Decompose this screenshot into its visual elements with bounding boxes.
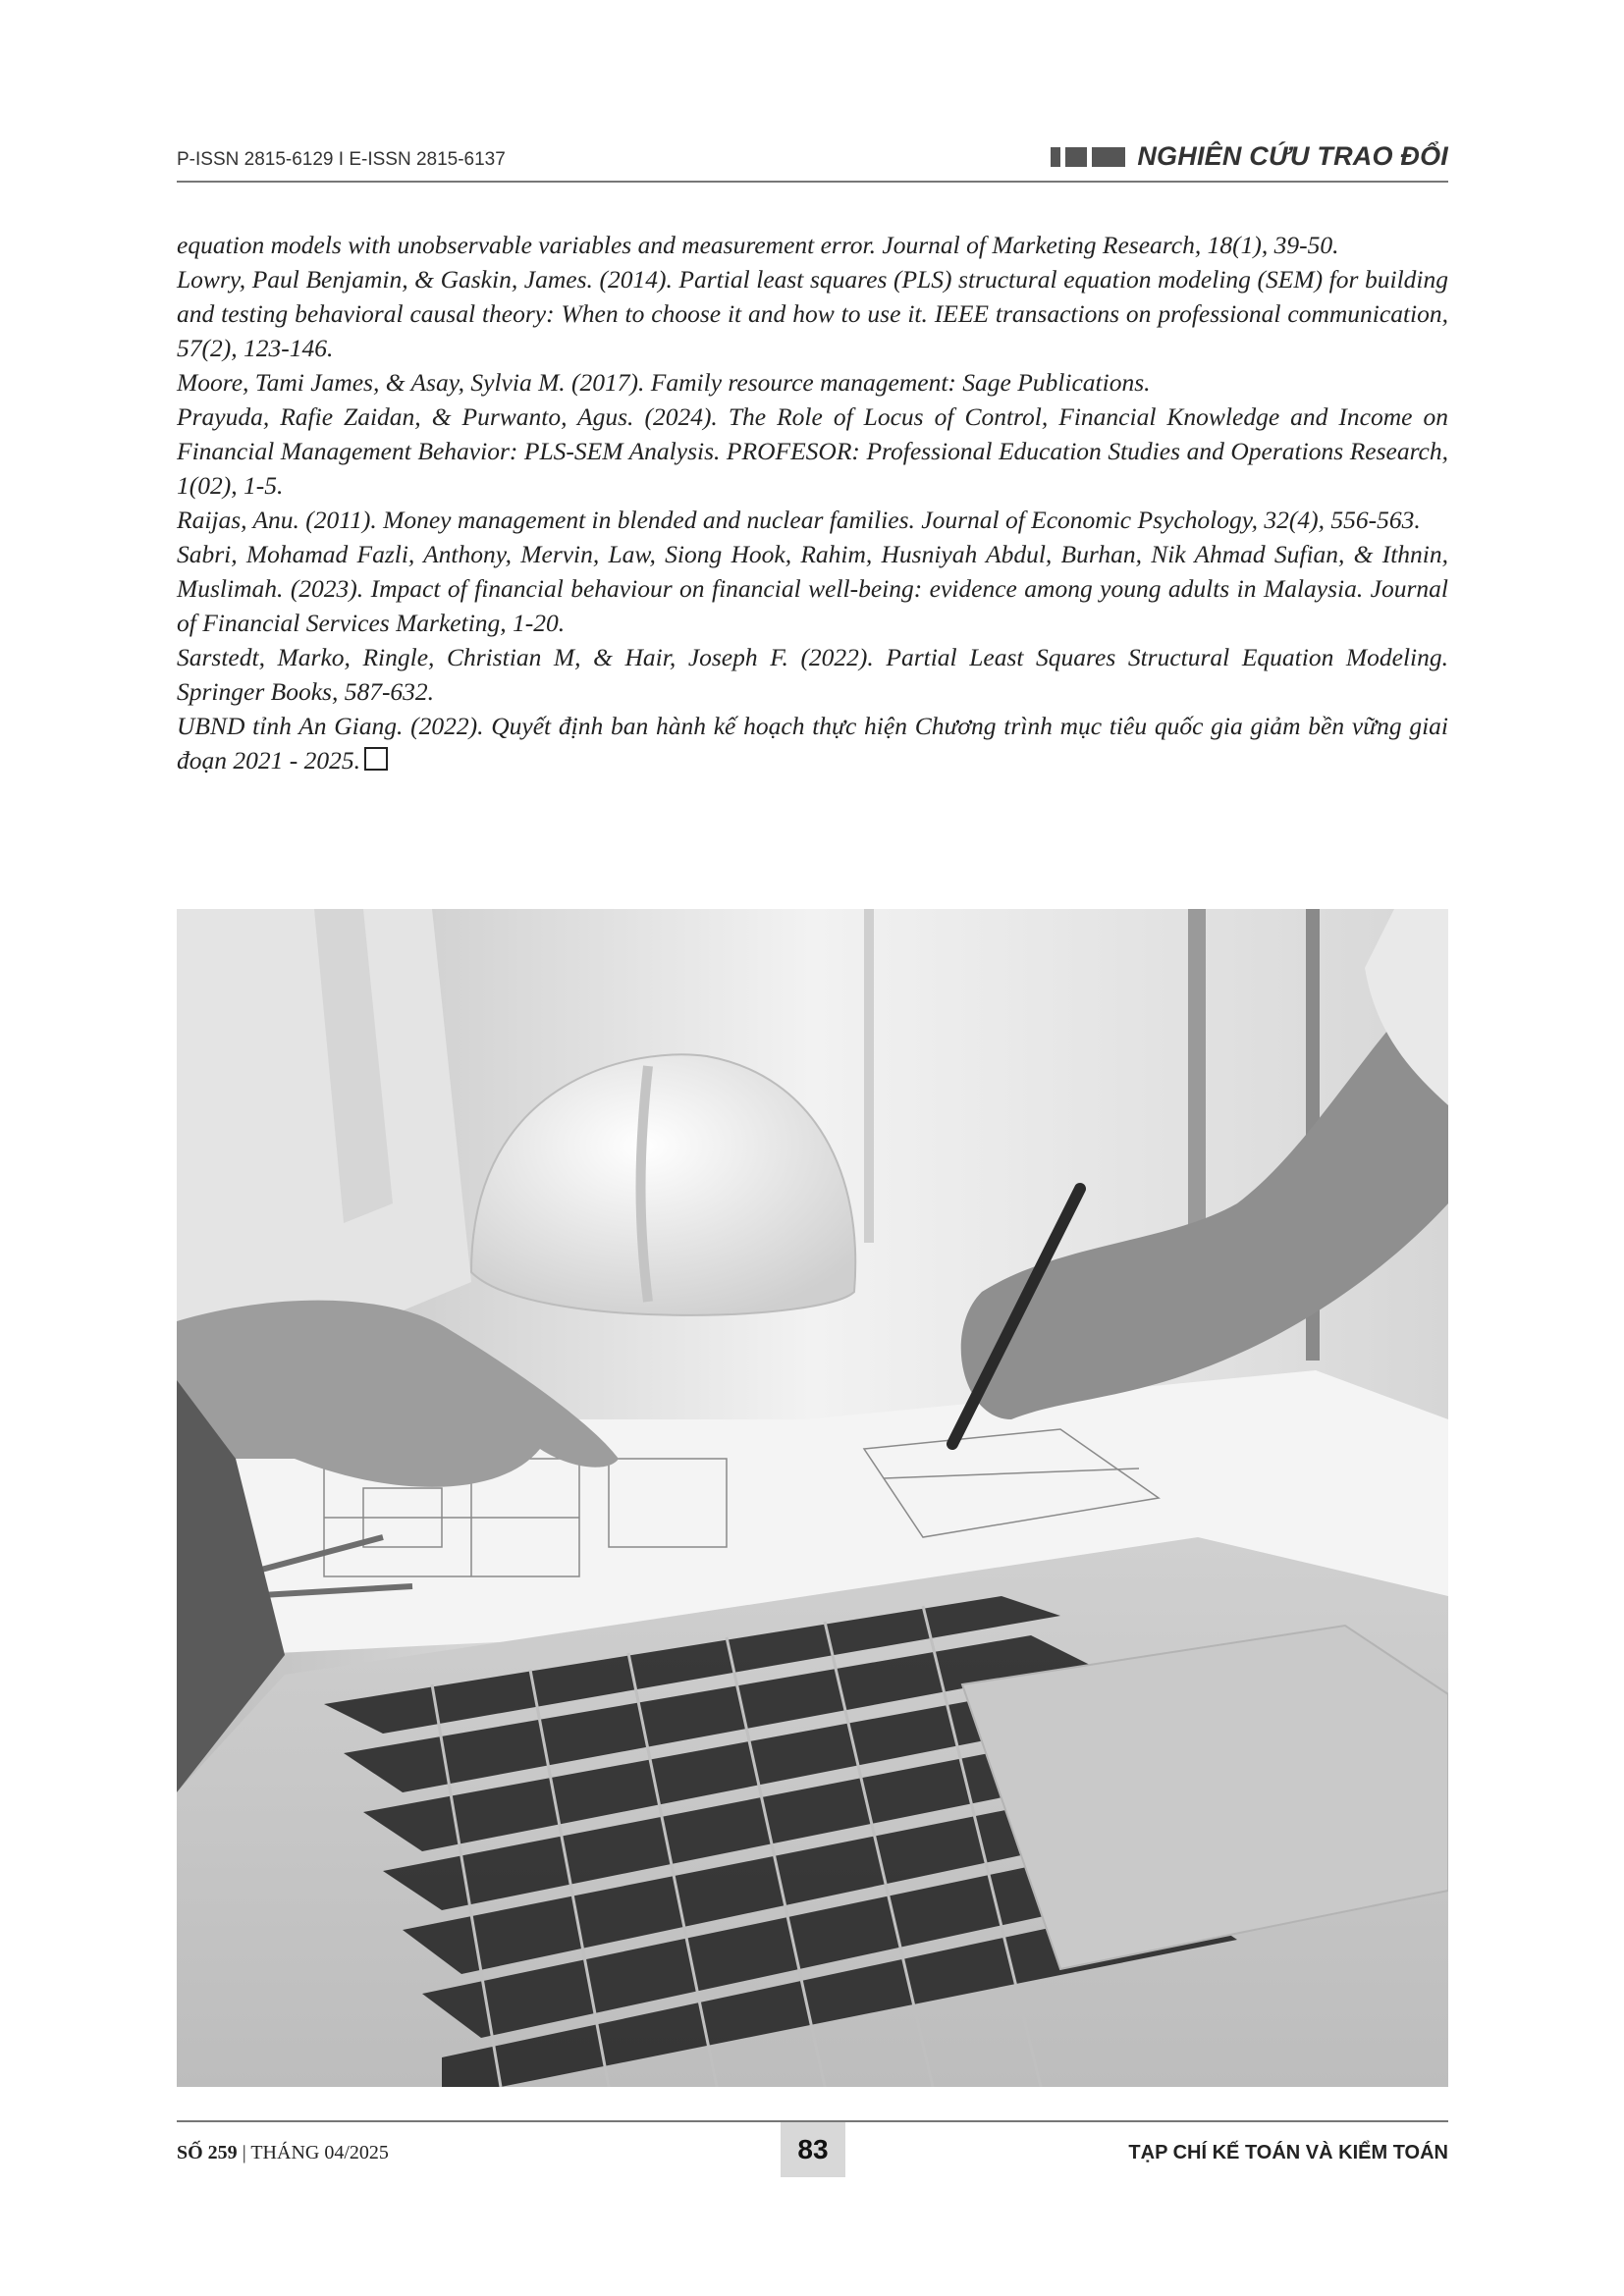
reference-item: Moore, Tami James, & Asay, Sylvia M. (2017). Family resource management: Sage Publications. bbox=[177, 368, 1151, 397]
illustration-photo bbox=[177, 909, 1448, 2087]
reference-text: UBND tỉnh An Giang. (2022). Quyết định ban hành kế hoạch thực hiện Chương trình mục tiêu quốc gia giảm bền vững giai đoạn 2021 - 2025. bbox=[177, 712, 1448, 774]
page-footer bbox=[177, 2120, 1448, 2181]
reference-item: equation models with unobservable variables and measurement error. Journal of Marketing Research, 18(1), 39-50. bbox=[177, 231, 1339, 259]
end-mark-icon bbox=[364, 747, 388, 771]
journal-name: TẠP CHÍ KẾ TOÁN VÀ KIỂM TOÁN bbox=[1128, 2142, 1448, 2163]
section-heading bbox=[1051, 141, 1448, 172]
reference-item: Sarstedt, Marko, Ringle, Christian M, & Hair, Joseph F. (2022). Partial Least Squares Structural Equation Modeling. Springer Books, 587-632. bbox=[177, 643, 1448, 706]
reference-item: Raijas, Anu. (2011). Money management in blended and nuclear families. Journal of Economic Psychology, 32(4), 556-563. bbox=[177, 506, 1421, 534]
section-title: NGHIÊN CỨU TRAO ĐỔI bbox=[1137, 141, 1448, 171]
issn-label: P-ISSN 2815-6129 I E-ISSN 2815-6137 bbox=[177, 149, 506, 170]
page-header bbox=[177, 141, 1448, 183]
issue-separator: | bbox=[242, 2142, 251, 2163]
reference-item: Prayuda, Rafie Zaidan, & Purwanto, Agus. (2024). The Role of Locus of Control, Financial Knowledge and Income on Financial Management Behavior: PLS-SEM Analysis. PROFESOR: Professional Education Studies and Operations Research, 1(02), 1-5. bbox=[177, 402, 1448, 500]
issue-month: THÁNG 04/2025 bbox=[250, 2142, 389, 2163]
issue-info bbox=[177, 2142, 389, 2164]
section-bars-icon bbox=[1051, 147, 1125, 167]
issue-number: SỐ 259 bbox=[177, 2142, 238, 2163]
reference-item-last bbox=[177, 709, 1448, 777]
page-number: 83 bbox=[781, 2122, 845, 2177]
reference-item: Sabri, Mohamad Fazli, Anthony, Mervin, Law, Siong Hook, Rahim, Husniyah Abdul, Burhan, Nik Ahmad Sufian, & Ithnin, Muslimah. (2023). Impact of financial behaviour on financial well-being: evidence among young adults in Malaysia. Journal of Financial Services Marketing, 1-20. bbox=[177, 540, 1448, 637]
reference-item: Lowry, Paul Benjamin, & Gaskin, James. (2014). Partial least squares (PLS) structural equation modeling (SEM) for building and testing behavioral causal theory: When to choose it and how to use it. IEEE transactions on professional communication, 57(2), 123-146. bbox=[177, 265, 1448, 362]
reference-list bbox=[177, 228, 1448, 777]
